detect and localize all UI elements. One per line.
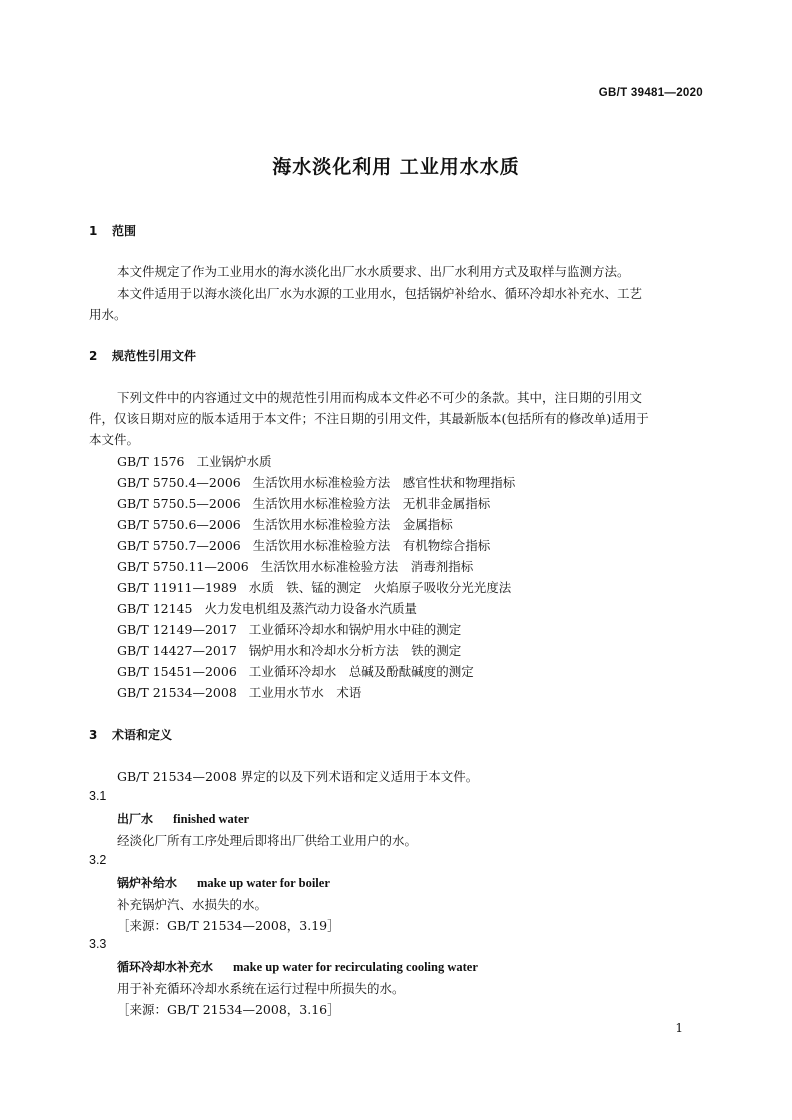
section-2-heading bbox=[89, 347, 196, 364]
reference-title: 锅炉用水和冷却水分析方法 铁的测定 bbox=[248, 643, 462, 658]
reference-code: GB/T 15451—2006 bbox=[117, 664, 237, 679]
reference-code: GB/T 12145 bbox=[117, 601, 193, 616]
references-intro-line-1: 下列文件中的内容通过文中的规范性引用而构成本文件必不可少的条款。其中，注日期的引用文 bbox=[117, 390, 643, 405]
term-entry bbox=[117, 958, 478, 975]
section-title: 范围 bbox=[112, 224, 137, 238]
section-number: 1 bbox=[89, 224, 98, 238]
term-en: make up water for recirculating cooling water bbox=[233, 960, 478, 974]
reference-item bbox=[117, 641, 461, 659]
reference-item bbox=[117, 473, 515, 491]
section-3-heading bbox=[89, 726, 172, 743]
term-definition: 经淡化厂所有工序处理后即将出厂供给工业用户的水。 bbox=[117, 833, 418, 848]
term-zh: 出厂水 bbox=[117, 812, 154, 826]
scope-paragraph-2: 本文件适用于以海水淡化出厂水为水源的工业用水，包括锅炉补给水、循环冷却水补充水、工艺 bbox=[117, 286, 643, 301]
reference-item bbox=[117, 578, 511, 596]
reference-code: GB/T 5750.11—2006 bbox=[117, 559, 249, 574]
terms-intro: GB/T 21534—2008 界定的以及下列术语和定义适用于本文件。 bbox=[117, 769, 479, 784]
page-number: 1 bbox=[675, 1021, 683, 1035]
reference-item bbox=[117, 494, 490, 512]
term-source: ［来源：GB/T 21534—2008，3.16］ bbox=[117, 1002, 340, 1017]
section-number: 2 bbox=[89, 349, 98, 363]
references-intro-line-2: 件，仅该日期对应的版本适用于本文件；不注日期的引用文件，其最新版本(包括所有的修改单)适用于 bbox=[89, 411, 649, 426]
term-definition: 用于补充循环冷却水系统在运行过程中所损失的水。 bbox=[117, 981, 405, 996]
references-intro-line-3: 本文件。 bbox=[89, 432, 140, 447]
reference-item bbox=[117, 515, 453, 533]
standard-code-header: GB/T 39481—2020 bbox=[598, 87, 703, 99]
term-source: ［来源：GB/T 21534—2008，3.19］ bbox=[117, 918, 340, 933]
reference-title: 生活饮用水标准检验方法 消毒剂指标 bbox=[260, 559, 474, 574]
reference-code: GB/T 21534—2008 bbox=[117, 685, 237, 700]
section-1-heading bbox=[89, 222, 136, 239]
scope-paragraph-1: 本文件规定了作为工业用水的海水淡化出厂水水质要求、出厂水利用方式及取样与监测方法。 bbox=[117, 264, 630, 279]
term-zh: 循环冷却水补充水 bbox=[117, 960, 214, 974]
reference-code: GB/T 14427—2017 bbox=[117, 643, 237, 658]
reference-code: GB/T 12149—2017 bbox=[117, 622, 237, 637]
reference-item bbox=[117, 683, 361, 701]
scope-paragraph-2-cont: 用水。 bbox=[89, 307, 127, 322]
section-title: 术语和定义 bbox=[112, 728, 173, 742]
term-number: 3.1 bbox=[89, 789, 107, 803]
term-number: 3.2 bbox=[89, 853, 107, 867]
term-entry bbox=[117, 874, 330, 891]
term-en: finished water bbox=[173, 812, 250, 826]
reference-code: GB/T 5750.6—2006 bbox=[117, 517, 241, 532]
reference-title: 工业用水节水 术语 bbox=[248, 685, 362, 700]
reference-title: 生活饮用水标准检验方法 感官性状和物理指标 bbox=[252, 475, 516, 490]
reference-title: 工业循环冷却水 总碱及酚酞碱度的测定 bbox=[248, 664, 474, 679]
reference-title: 生活饮用水标准检验方法 有机物综合指标 bbox=[252, 538, 491, 553]
term-entry bbox=[117, 810, 249, 827]
reference-item bbox=[117, 599, 417, 617]
reference-item bbox=[117, 620, 461, 638]
reference-item bbox=[117, 557, 473, 575]
reference-code: GB/T 5750.5—2006 bbox=[117, 496, 241, 511]
section-title: 规范性引用文件 bbox=[112, 349, 197, 363]
document-title: 海水淡化利用 工业用水水质 bbox=[272, 156, 520, 178]
reference-title: 生活饮用水标准检验方法 无机非金属指标 bbox=[252, 496, 491, 511]
reference-title: 水质 铁、锰的测定 火焰原子吸收分光光度法 bbox=[248, 580, 512, 595]
reference-item bbox=[117, 662, 474, 680]
reference-code: GB/T 5750.4—2006 bbox=[117, 475, 241, 490]
term-en: make up water for boiler bbox=[197, 876, 330, 890]
reference-code: GB/T 1576 bbox=[117, 454, 185, 469]
section-number: 3 bbox=[89, 728, 98, 742]
reference-title: 火力发电机组及蒸汽动力设备水汽质量 bbox=[204, 601, 417, 616]
reference-code: GB/T 5750.7—2006 bbox=[117, 538, 241, 553]
term-zh: 锅炉补给水 bbox=[117, 876, 178, 890]
reference-item bbox=[117, 452, 272, 470]
reference-code: GB/T 11911—1989 bbox=[117, 580, 237, 595]
reference-item bbox=[117, 536, 490, 554]
term-definition: 补充锅炉汽、水损失的水。 bbox=[117, 897, 268, 912]
term-number: 3.3 bbox=[89, 937, 107, 951]
reference-title: 工业循环冷却水和锅炉用水中硅的测定 bbox=[248, 622, 462, 637]
reference-title: 工业锅炉水质 bbox=[196, 454, 272, 469]
reference-title: 生活饮用水标准检验方法 金属指标 bbox=[252, 517, 453, 532]
